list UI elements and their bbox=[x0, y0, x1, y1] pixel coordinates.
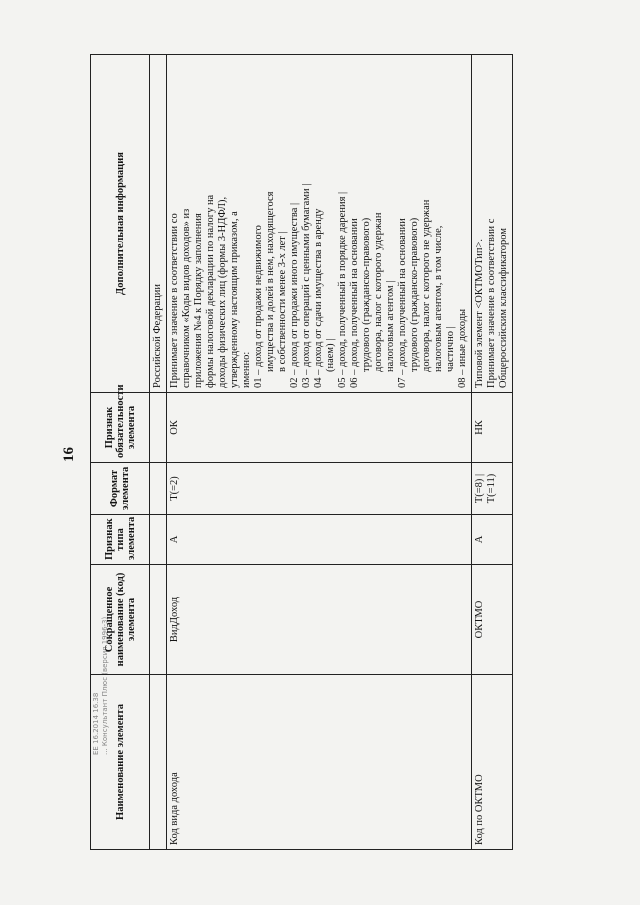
info-line: справочником «Коды видов доходов» из bbox=[181, 208, 192, 388]
page-number: 16 bbox=[61, 447, 77, 462]
cell-format: Т(=8) | Т(=11) bbox=[472, 463, 513, 515]
info-line: Общероссийским классификатором bbox=[498, 228, 509, 388]
cell-required: НК bbox=[472, 393, 513, 463]
table-header-row bbox=[91, 55, 150, 850]
info-line: (наем) | bbox=[325, 338, 336, 372]
info-line: 08 – иные доходы bbox=[457, 308, 468, 388]
info-line: 01 – доход от продажи недвижимого bbox=[253, 225, 264, 388]
rotated-table-container bbox=[90, 55, 550, 850]
cell-format bbox=[150, 463, 167, 515]
watermark-line-1: ЕЕ 16.2014 16.38 bbox=[92, 692, 100, 755]
info-line: 05 – доход, полученный в порядке дарения | bbox=[337, 191, 348, 388]
table-row bbox=[167, 55, 472, 850]
cell-format: Т(=2) bbox=[167, 463, 472, 515]
info-line: 03 – доход от операций с ценными бумагами | bbox=[301, 183, 312, 388]
cell-info bbox=[167, 55, 472, 393]
cell-required: ОК bbox=[167, 393, 472, 463]
header-required: Признак обязательности элемента bbox=[91, 393, 150, 463]
info-line: 02 – доход от продажи иного имущества | bbox=[289, 202, 300, 388]
info-line: Типовой элемент <ОКТМОТип>. bbox=[474, 238, 485, 388]
header-format: Формат элемента bbox=[91, 463, 150, 515]
cell-required bbox=[150, 393, 167, 463]
cell-short: ОКТМО bbox=[472, 565, 513, 675]
header-name: Наименование элемента bbox=[91, 675, 150, 850]
cell-name: Код вида дохода bbox=[167, 675, 472, 850]
header-type: Признак типа элемента bbox=[91, 515, 150, 565]
cell-name bbox=[150, 675, 167, 850]
cell-type: А bbox=[472, 515, 513, 565]
info-line: трудового (гражданско-правового) bbox=[409, 217, 420, 372]
watermark-line-2: ... Консультант Плюс (версия 1996-3) bbox=[101, 616, 109, 755]
info-line: договора, налог с которого не удержан bbox=[421, 199, 432, 372]
cell-name: Код по ОКТМО bbox=[472, 675, 513, 850]
elements-table bbox=[90, 54, 513, 850]
cell-info bbox=[150, 55, 167, 393]
info-line: Принимает значение в соответствии со bbox=[169, 213, 180, 388]
cell-short: ВидДоход bbox=[167, 565, 472, 675]
info-line: налоговым агентом, в том числе, bbox=[433, 225, 444, 372]
cell-type bbox=[150, 515, 167, 565]
info-line: приложения №4 к Порядку заполнения bbox=[193, 213, 204, 388]
info-line: имущества и долей в нем, находящегося bbox=[265, 191, 276, 372]
info-line: доходы физических лиц (формы 3-НДФЛ), bbox=[217, 196, 228, 388]
table-row bbox=[472, 55, 513, 850]
header-info: Дополнительная информация bbox=[91, 55, 150, 393]
cell-info bbox=[472, 55, 513, 393]
info-line: налоговым агентом | bbox=[385, 280, 396, 372]
table-row bbox=[150, 55, 167, 850]
info-line: частично | bbox=[445, 326, 456, 372]
cell-type: А bbox=[167, 515, 472, 565]
info-line: Российской Федерации bbox=[152, 284, 163, 388]
info-line: в собственности менее 3-х лет | bbox=[277, 231, 288, 372]
info-line: именно: bbox=[241, 351, 252, 388]
info-line: трудового (гражданско-правового) bbox=[361, 217, 372, 372]
cell-short bbox=[150, 565, 167, 675]
header-short: Сокращенное наименование (код) элемента bbox=[91, 565, 150, 675]
info-line: формы налоговой декларации по налогу на bbox=[205, 194, 216, 388]
info-line: Принимает значение в соответствии с bbox=[486, 218, 497, 388]
info-line: договора, налог с которого удержан bbox=[373, 212, 384, 372]
info-line: 04 – доход от сдачи имущества в аренду bbox=[313, 208, 324, 388]
info-line: 06 – доход, полученный на основании bbox=[349, 218, 360, 388]
info-line: 07 – доход, полученный на основании bbox=[397, 218, 408, 388]
info-line: утвержденному настоящим приказом, а bbox=[229, 211, 240, 388]
